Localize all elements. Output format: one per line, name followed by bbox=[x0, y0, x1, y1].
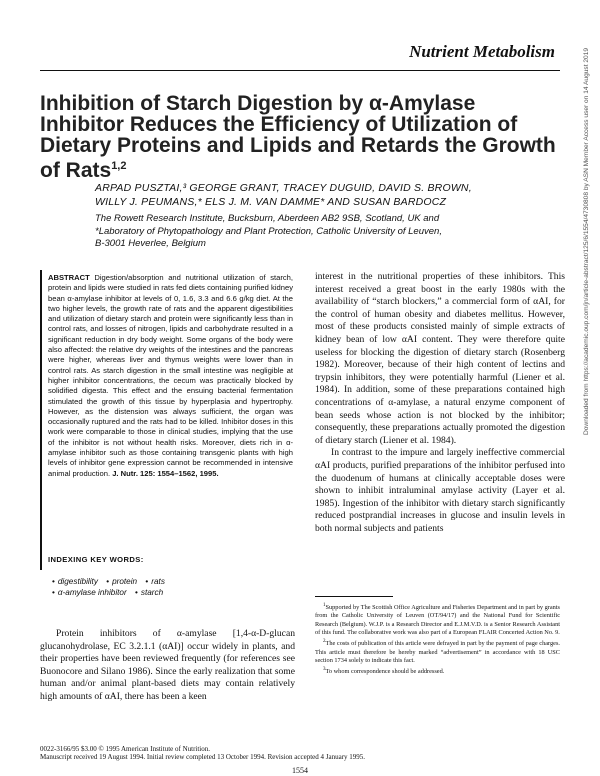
keyword: digestibility bbox=[57, 577, 98, 586]
header-rule bbox=[40, 70, 560, 71]
abstract-left-bar bbox=[40, 270, 42, 570]
download-watermark: Downloaded from https://academic.oup.com/jn/article-abstract/125/6/1554/4730808 by ASN Member Access user on 14 August 2019 bbox=[583, 47, 590, 435]
bullet-icon: • bbox=[106, 577, 110, 586]
author-list bbox=[95, 181, 555, 209]
affiliation-line-2: *Laboratory of Phytopathology and Plant Protection, Catholic University of Leuven, bbox=[95, 225, 442, 237]
affiliation bbox=[95, 213, 555, 251]
footnote-1: $^1$Supported by The Scottish Office Agriculture and Fisheries Department and in part by grants from the Catholic University of Leuven (OT/94/17) and the National Fund for Scientific Research (Belgium). W.J.P. is a Research Director and E.J.M.V.D. is a Senior Research Assistant of this fund. The collaborative work was also part of a European FLAIR Concerted Action No. 9. bbox=[315, 603, 560, 636]
abstract-label: ABSTRACT bbox=[48, 273, 90, 282]
footnote-3: $^3$To whom correspondence should be addressed. bbox=[323, 667, 445, 676]
right-paragraph-2: In contrast to the impure and largely ineffective commercial αAI products, purified preparations of the inhibitor perfused into the duodenum of humans at clinically acceptable doses were shown to inhibit intraluminal amylase activity (Layer et al. 1985). Ingestion of the inhibitor with dietary starch significantly reduced postprandial increases in glucose and insulin levels in both normal subjects and patients bbox=[315, 447, 565, 534]
keywords-heading: INDEXING KEY WORDS: bbox=[48, 555, 144, 564]
authors-line-2: WILLY J. PEUMANS,* ELS J. M. VAN DAMME* AND SUSAN BARDOCZ bbox=[95, 196, 447, 208]
footer-manuscript: Manuscript received 19 August 1994. Initial review completed 13 October 1994. Revision accepted 4 January 1995. bbox=[40, 753, 366, 762]
footnote-2: $^2$The costs of publication of this article were defrayed in part by the payment of page charges. This article must therefore be hereby marked “advertisement” in accordance with 18 USC section 1734 solely to indicate this fact. bbox=[315, 639, 560, 664]
affiliation-line-1: The Rowett Research Institute, Bucksburn, Aberdeen AB2 9SB, Scotland, UK and bbox=[95, 213, 440, 224]
bullet-icon: • bbox=[52, 577, 55, 586]
page-footer bbox=[40, 745, 560, 762]
section-heading: Nutrient Metabolism bbox=[409, 42, 555, 61]
abstract-text: Digestion/absorption and nutritional utilization of starch, protein and lipids were studied in rats fed diets containing purified kidney bean α-amylase inhibitor at levels of 0, 1.6, 3.3 and 6.6 g/kg diet. At the two higher levels, the growth rate of rats and the apparent digestibilities and utilization of dietary starch and protein were significantly less than in control rats, and losses of nitrogen, lipids and carbohydrate resulted in a significant reduction in dry body weight. Some organs of the body were also affected: the relative dry weights of the intestines and the pancreas were higher, whereas liver and thymus weights were lower than in control rats. As starch digestion in the small intestine was negligible at higher inhibitor concentrations, the cecum was practically blocked by solidified digesta. This effect and the ensuing bacterial fermentation stimulated the growth of this tissue by hyperplasia and hypertrophy. However, as the distension was always sufficient, the organ was occasionally ruptured and the rats had to be killed. Inhibitor doses in this work were comparable to those in clinical studies, implying that the use of the inhibitor is not without health risks. Moreover, diets rich in α-amylase inhibitor such as those containing transgenic plants with high levels of inhibitor gene expression cannot be recommended in intensive animal production. bbox=[48, 273, 293, 478]
abstract-citation: J. Nutr. 125: 1554–1562, 1995. bbox=[112, 468, 219, 478]
bullet-icon: • bbox=[145, 577, 149, 586]
authors-line-1: ARPAD PUSZTAI,³ GEORGE GRANT, TRACEY DUGUID, DAVID S. BROWN, bbox=[95, 182, 472, 194]
keyword: protein bbox=[112, 577, 138, 586]
affiliation-line-3: B-3001 Heverlee, Belgium bbox=[95, 238, 206, 249]
abstract bbox=[48, 273, 293, 479]
bullet-icon: • bbox=[135, 588, 138, 597]
page-number: 1554 bbox=[292, 766, 308, 775]
footer-copyright: 0022-3166/95 $3.00 © 1995 American Institute of Nutrition. bbox=[40, 745, 210, 753]
article-title: Inhibition of Starch Digestion by α-Amylase Inhibitor Reduces the Efficiency of Utilization of Dietary Proteins and Lipids and Retards the Growth of Rats$^{1,2}$ bbox=[40, 92, 556, 182]
keywords-list bbox=[52, 576, 292, 598]
right-column bbox=[315, 271, 565, 535]
right-paragraph-1: interest in the nutritional properties of these inhibitors. This interest received a great boost in the early 1980s with the availability of “starch blockers,” a commercial form of αAI, for the control of human obesity and diabetes mellitus. However, most of these products consisted mainly of simple extracts of kidney bean of low αAI content. They were therefore quite useless for blocking the digestion of dietary starch (Rosenberg 1982). Moreover, because of their high content of lectins and trypsin inhibitors, they were potentially harmful (Liener et al. 1984). In addition, some of these preparations contained high concentrations of α-amylase, a natural enzyme component of bean seeds whose action is not blocked by the inhibitor; consequently, these preparations actually promoted the digestion of dietary starch (Liener et al. 1984). bbox=[315, 271, 565, 446]
keyword: starch bbox=[140, 588, 164, 597]
bullet-icon: • bbox=[52, 588, 55, 597]
footnote-rule bbox=[315, 596, 393, 597]
keyword: rats bbox=[151, 577, 165, 586]
footnotes bbox=[315, 602, 560, 678]
keyword: α-amylase inhibitor bbox=[57, 588, 127, 597]
intro-paragraph: Protein inhibitors of α-amylase [1,4-α-D-glucan glucanohydrolase, EC 3.2.1.1 (αAI)] occur widely in plants, and their properties have been reviewed frequently (for references see Buonocore and Silano 1986). Since the early realization that some human and/or animal plant-based diets may contain relatively high amounts of αAI, there has been a keen bbox=[40, 628, 295, 702]
